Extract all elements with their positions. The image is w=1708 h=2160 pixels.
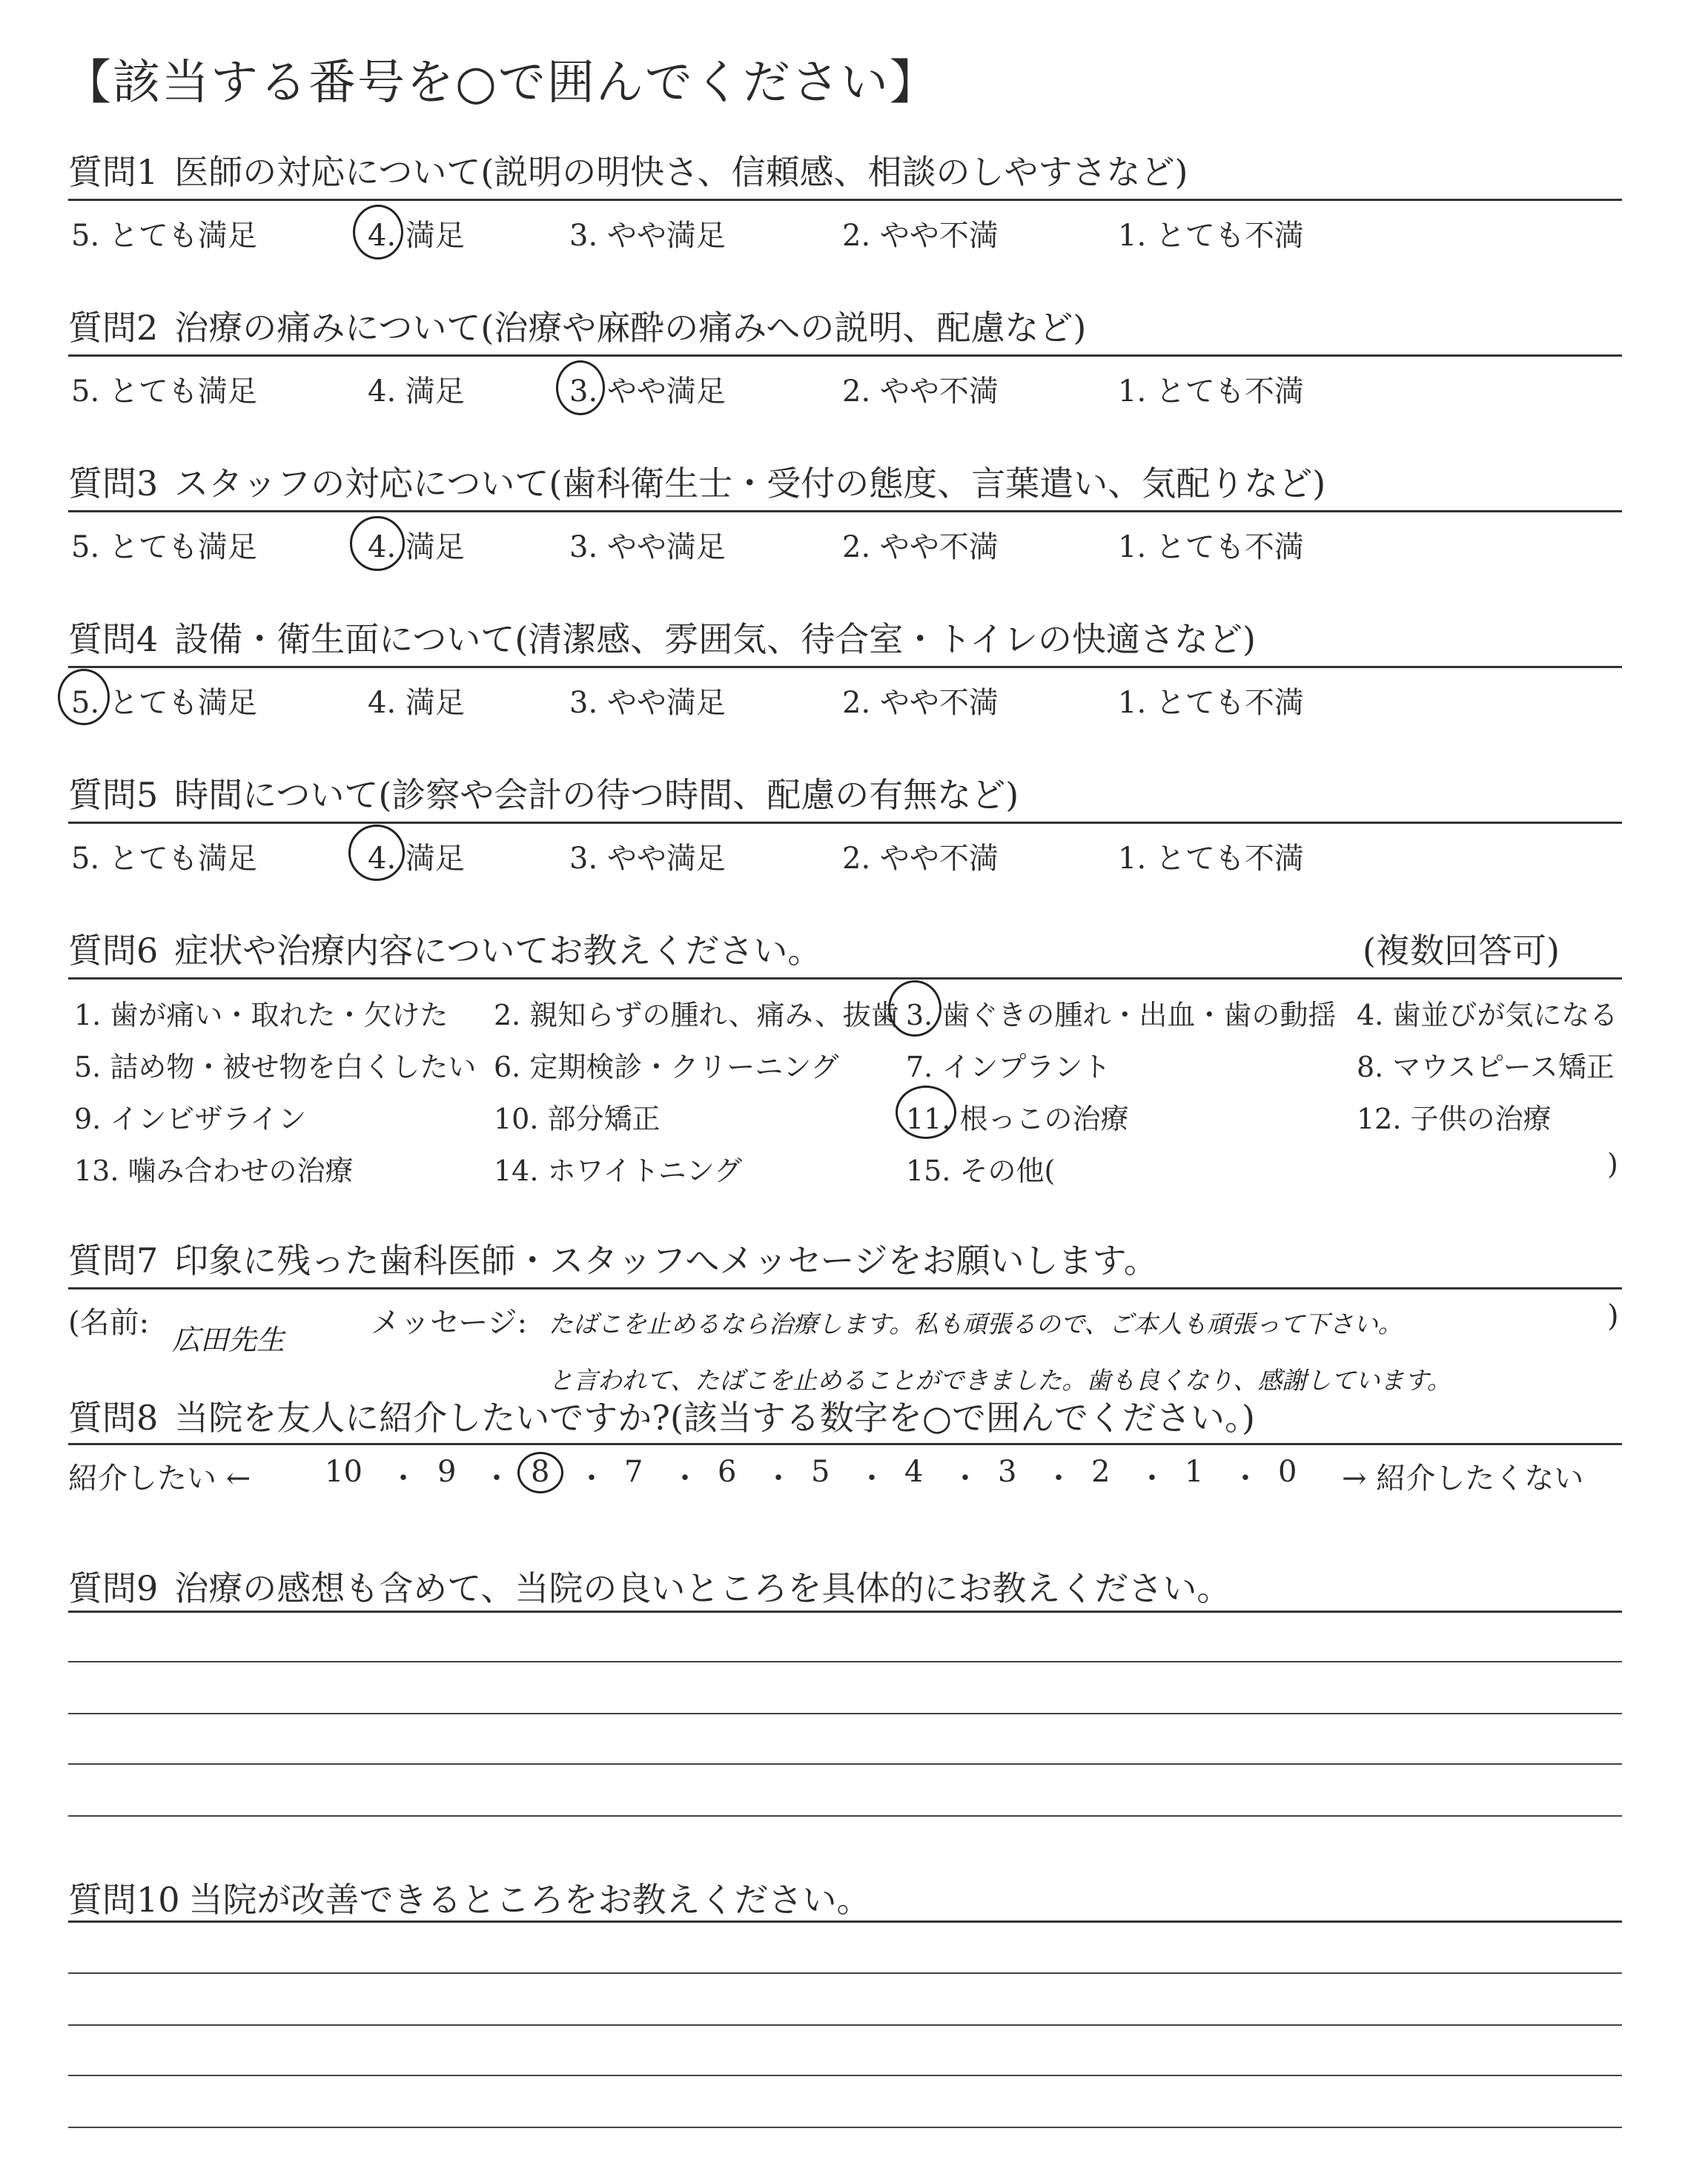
question-7-rule xyxy=(68,1287,1622,1289)
q6-selection-circle-3 xyxy=(888,980,941,1037)
question-5-label: 質問5 xyxy=(68,775,159,815)
question-8-text: 当院を友人に紹介したいですか?(該当する数字を○で囲んでください。) xyxy=(174,1398,1255,1438)
q6-item-2[interactable]: 2. 親知らずの腫れ、痛み、抜歯 xyxy=(494,999,899,1031)
q4-option-5[interactable]: 5. とても満足 xyxy=(71,686,257,720)
q8-scale-8[interactable]: 8 xyxy=(531,1455,550,1489)
q8-dot-3: ・ xyxy=(577,1462,606,1496)
q7-close-paren: ) xyxy=(1607,1299,1619,1333)
question-10-label: 質問10 xyxy=(68,1880,180,1920)
q1-selection-circle xyxy=(353,205,403,260)
question-3-label: 質問3 xyxy=(68,463,159,503)
q5-option-2[interactable]: 2. やや不満 xyxy=(842,842,999,876)
q2-option-3[interactable]: 3. やや満足 xyxy=(569,374,726,409)
q2-option-5[interactable]: 5. とても満足 xyxy=(71,374,257,409)
q8-scale-5[interactable]: 5 xyxy=(811,1455,830,1489)
q8-dot-7: ・ xyxy=(950,1462,980,1496)
question-2-text: 治療の痛みについて(治療や麻酔の痛みへの説明、配慮など) xyxy=(174,308,1087,348)
question-5-title xyxy=(68,768,1019,817)
q7-name-label: (名前: xyxy=(68,1306,150,1340)
q6-item-11[interactable]: 11. 根っこの治療 xyxy=(906,1103,1129,1135)
q3-option-2[interactable]: 2. やや不満 xyxy=(842,530,999,564)
q10-answer-line-4[interactable] xyxy=(68,2075,1622,2076)
q7-message-line-1[interactable]: たばこを止めるなら治療します。私も頑張るので、ご本人も頑張って下さい。 xyxy=(549,1309,1403,1338)
q1-option-1[interactable]: 1. とても不満 xyxy=(1118,219,1304,253)
question-1-label: 質問1 xyxy=(68,152,159,192)
q6-other-close-paren: ) xyxy=(1607,1148,1618,1180)
q8-scale-6[interactable]: 6 xyxy=(718,1455,737,1489)
question-6-title xyxy=(68,924,821,973)
q9-answer-line-3[interactable] xyxy=(68,1713,1622,1714)
q8-dot-6: ・ xyxy=(857,1462,887,1496)
q6-item-13[interactable]: 13. 噛み合わせの治療 xyxy=(74,1155,354,1187)
q3-option-3[interactable]: 3. やや満足 xyxy=(569,530,726,564)
q9-answer-line-5[interactable] xyxy=(68,1815,1622,1817)
question-4-text: 設備・衛生面について(清潔感、雰囲気、待合室・トイレの快適さなど) xyxy=(174,619,1256,659)
question-1-rule xyxy=(68,199,1622,201)
q4-option-2[interactable]: 2. やや不満 xyxy=(842,686,999,720)
q3-option-1[interactable]: 1. とても不満 xyxy=(1118,530,1304,564)
q5-option-3[interactable]: 3. やや満足 xyxy=(569,842,726,876)
q3-option-4[interactable]: 4. 満足 xyxy=(368,530,465,564)
q6-item-7[interactable]: 7. インプラント xyxy=(906,1051,1111,1083)
q6-item-10[interactable]: 10. 部分矯正 xyxy=(494,1103,661,1135)
q7-message-line-2[interactable]: と言われて、たばこを止めることができました。歯も良くなり、感謝しています。 xyxy=(549,1366,1452,1395)
q8-dot-2: ・ xyxy=(482,1462,512,1496)
question-8-label: 質問8 xyxy=(68,1398,159,1438)
question-9-text: 治療の感想も含めて、当院の良いところを具体的にお教えください。 xyxy=(174,1568,1231,1608)
q8-scale-10[interactable]: 10 xyxy=(325,1455,363,1489)
q8-dot-10: ・ xyxy=(1231,1462,1260,1496)
q8-scale-7[interactable]: 7 xyxy=(624,1455,643,1489)
question-3-rule xyxy=(68,510,1622,512)
q4-option-1[interactable]: 1. とても不満 xyxy=(1118,686,1304,720)
q8-scale-0[interactable]: 0 xyxy=(1278,1455,1297,1489)
question-1-title xyxy=(68,145,1188,194)
q3-selection-circle xyxy=(350,516,405,571)
q2-option-2[interactable]: 2. やや不満 xyxy=(842,374,999,409)
q2-selection-circle xyxy=(556,360,605,415)
q8-scale-9[interactable]: 9 xyxy=(437,1455,457,1489)
q9-answer-line-4[interactable] xyxy=(68,1763,1622,1765)
question-5-text: 時間について(診察や会計の待つ時間、配慮の有無など) xyxy=(174,775,1019,815)
question-7-label: 質問7 xyxy=(68,1241,159,1281)
q6-item-8[interactable]: 8. マウスピース矯正 xyxy=(1357,1051,1615,1083)
question-6-note: (複数回答可) xyxy=(1363,931,1560,971)
q6-item-5[interactable]: 5. 詰め物・被せ物を白くしたい xyxy=(74,1051,477,1083)
q8-dot-1: ・ xyxy=(388,1462,418,1496)
question-9-label: 質問9 xyxy=(68,1568,159,1608)
q5-selection-circle xyxy=(348,825,405,881)
q8-left-label: 紹介したい ← xyxy=(68,1462,251,1496)
question-8-rule xyxy=(68,1443,1622,1445)
q1-option-3[interactable]: 3. やや満足 xyxy=(569,219,726,253)
q7-message-label: メッセージ: xyxy=(371,1306,528,1340)
q6-item-9[interactable]: 9. インビザライン xyxy=(74,1103,307,1135)
q6-item-6[interactable]: 6. 定期検診・クリーニング xyxy=(494,1051,839,1083)
q4-selection-circle xyxy=(58,669,110,725)
q8-scale-4[interactable]: 4 xyxy=(904,1455,924,1489)
q1-option-2[interactable]: 2. やや不満 xyxy=(842,219,999,253)
q6-item-4[interactable]: 4. 歯並びが気になる xyxy=(1357,999,1618,1031)
q10-answer-line-3[interactable] xyxy=(68,2024,1622,2026)
q5-option-1[interactable]: 1. とても不満 xyxy=(1118,842,1304,876)
page-title: 【該当する番号を○で囲んでください】 xyxy=(64,56,939,110)
q6-item-14[interactable]: 14. ホワイトニング xyxy=(494,1155,743,1187)
question-10-text: 当院が改善できるところをお教えください。 xyxy=(188,1880,871,1920)
question-5-rule xyxy=(68,822,1622,824)
question-8-title xyxy=(68,1391,1255,1440)
q10-answer-line-1[interactable] xyxy=(68,1920,1622,1923)
q4-option-3[interactable]: 3. やや満足 xyxy=(569,686,726,720)
q5-option-4[interactable]: 4. 満足 xyxy=(368,842,465,876)
q8-dot-8: ・ xyxy=(1044,1462,1073,1496)
question-3-text: スタッフの対応について(歯科衛生士・受付の態度、言葉遣い、気配りなど) xyxy=(174,463,1326,503)
q2-option-4[interactable]: 4. 満足 xyxy=(368,374,465,409)
q8-scale-2[interactable]: 2 xyxy=(1091,1455,1110,1489)
q1-option-4[interactable]: 4. 満足 xyxy=(368,219,465,253)
q10-answer-line-5[interactable] xyxy=(68,2127,1622,2128)
question-2-rule xyxy=(68,354,1622,357)
q8-scale-1[interactable]: 1 xyxy=(1185,1455,1204,1489)
question-2-title xyxy=(68,301,1086,350)
q9-answer-line-2[interactable] xyxy=(68,1661,1622,1662)
question-6-label: 質問6 xyxy=(68,931,159,971)
q6-item-12[interactable]: 12. 子供の治療 xyxy=(1357,1103,1552,1135)
question-2-label: 質問2 xyxy=(68,308,159,348)
question-1-text: 医師の対応について(説明の明快さ、信頼感、相談のしやすさなど) xyxy=(174,152,1188,192)
question-6-rule xyxy=(68,977,1622,980)
q5-option-5[interactable]: 5. とても満足 xyxy=(71,842,257,876)
q1-option-5[interactable]: 5. とても満足 xyxy=(71,219,257,253)
q10-answer-line-2[interactable] xyxy=(68,1972,1622,1974)
q8-dot-5: ・ xyxy=(764,1462,793,1496)
q6-item-1[interactable]: 1. 歯が痛い・取れた・欠けた xyxy=(74,999,448,1031)
q7-name-value[interactable]: 広田先生 xyxy=(172,1324,285,1356)
question-4-label: 質問4 xyxy=(68,619,159,659)
q8-dot-9: ・ xyxy=(1137,1462,1167,1496)
q8-dot-4: ・ xyxy=(670,1462,700,1496)
q9-answer-line-1[interactable] xyxy=(68,1611,1622,1613)
question-9-title xyxy=(68,1562,1231,1611)
q8-right-label: → 紹介したくない xyxy=(1342,1462,1584,1496)
question-7-title xyxy=(68,1234,1158,1283)
q8-scale-3[interactable]: 3 xyxy=(998,1455,1017,1489)
q6-selection-circle-11 xyxy=(896,1086,956,1139)
q3-option-5[interactable]: 5. とても満足 xyxy=(71,530,257,564)
q4-option-4[interactable]: 4. 満足 xyxy=(368,686,465,720)
question-4-rule xyxy=(68,666,1622,668)
question-3-title xyxy=(68,457,1325,506)
question-7-text: 印象に残った歯科医師・スタッフへメッセージをお願いします。 xyxy=(174,1241,1158,1281)
question-4-title xyxy=(68,612,1256,661)
q6-item-3[interactable]: 3. 歯ぐきの腫れ・出血・歯の動揺 xyxy=(906,999,1337,1031)
question-10-title xyxy=(68,1873,871,1922)
q8-selection-circle xyxy=(517,1452,563,1493)
q6-item-15[interactable]: 15. その他( xyxy=(906,1155,1056,1187)
question-6-text: 症状や治療内容についてお教えください。 xyxy=(174,931,822,971)
q2-option-1[interactable]: 1. とても不満 xyxy=(1118,374,1304,409)
